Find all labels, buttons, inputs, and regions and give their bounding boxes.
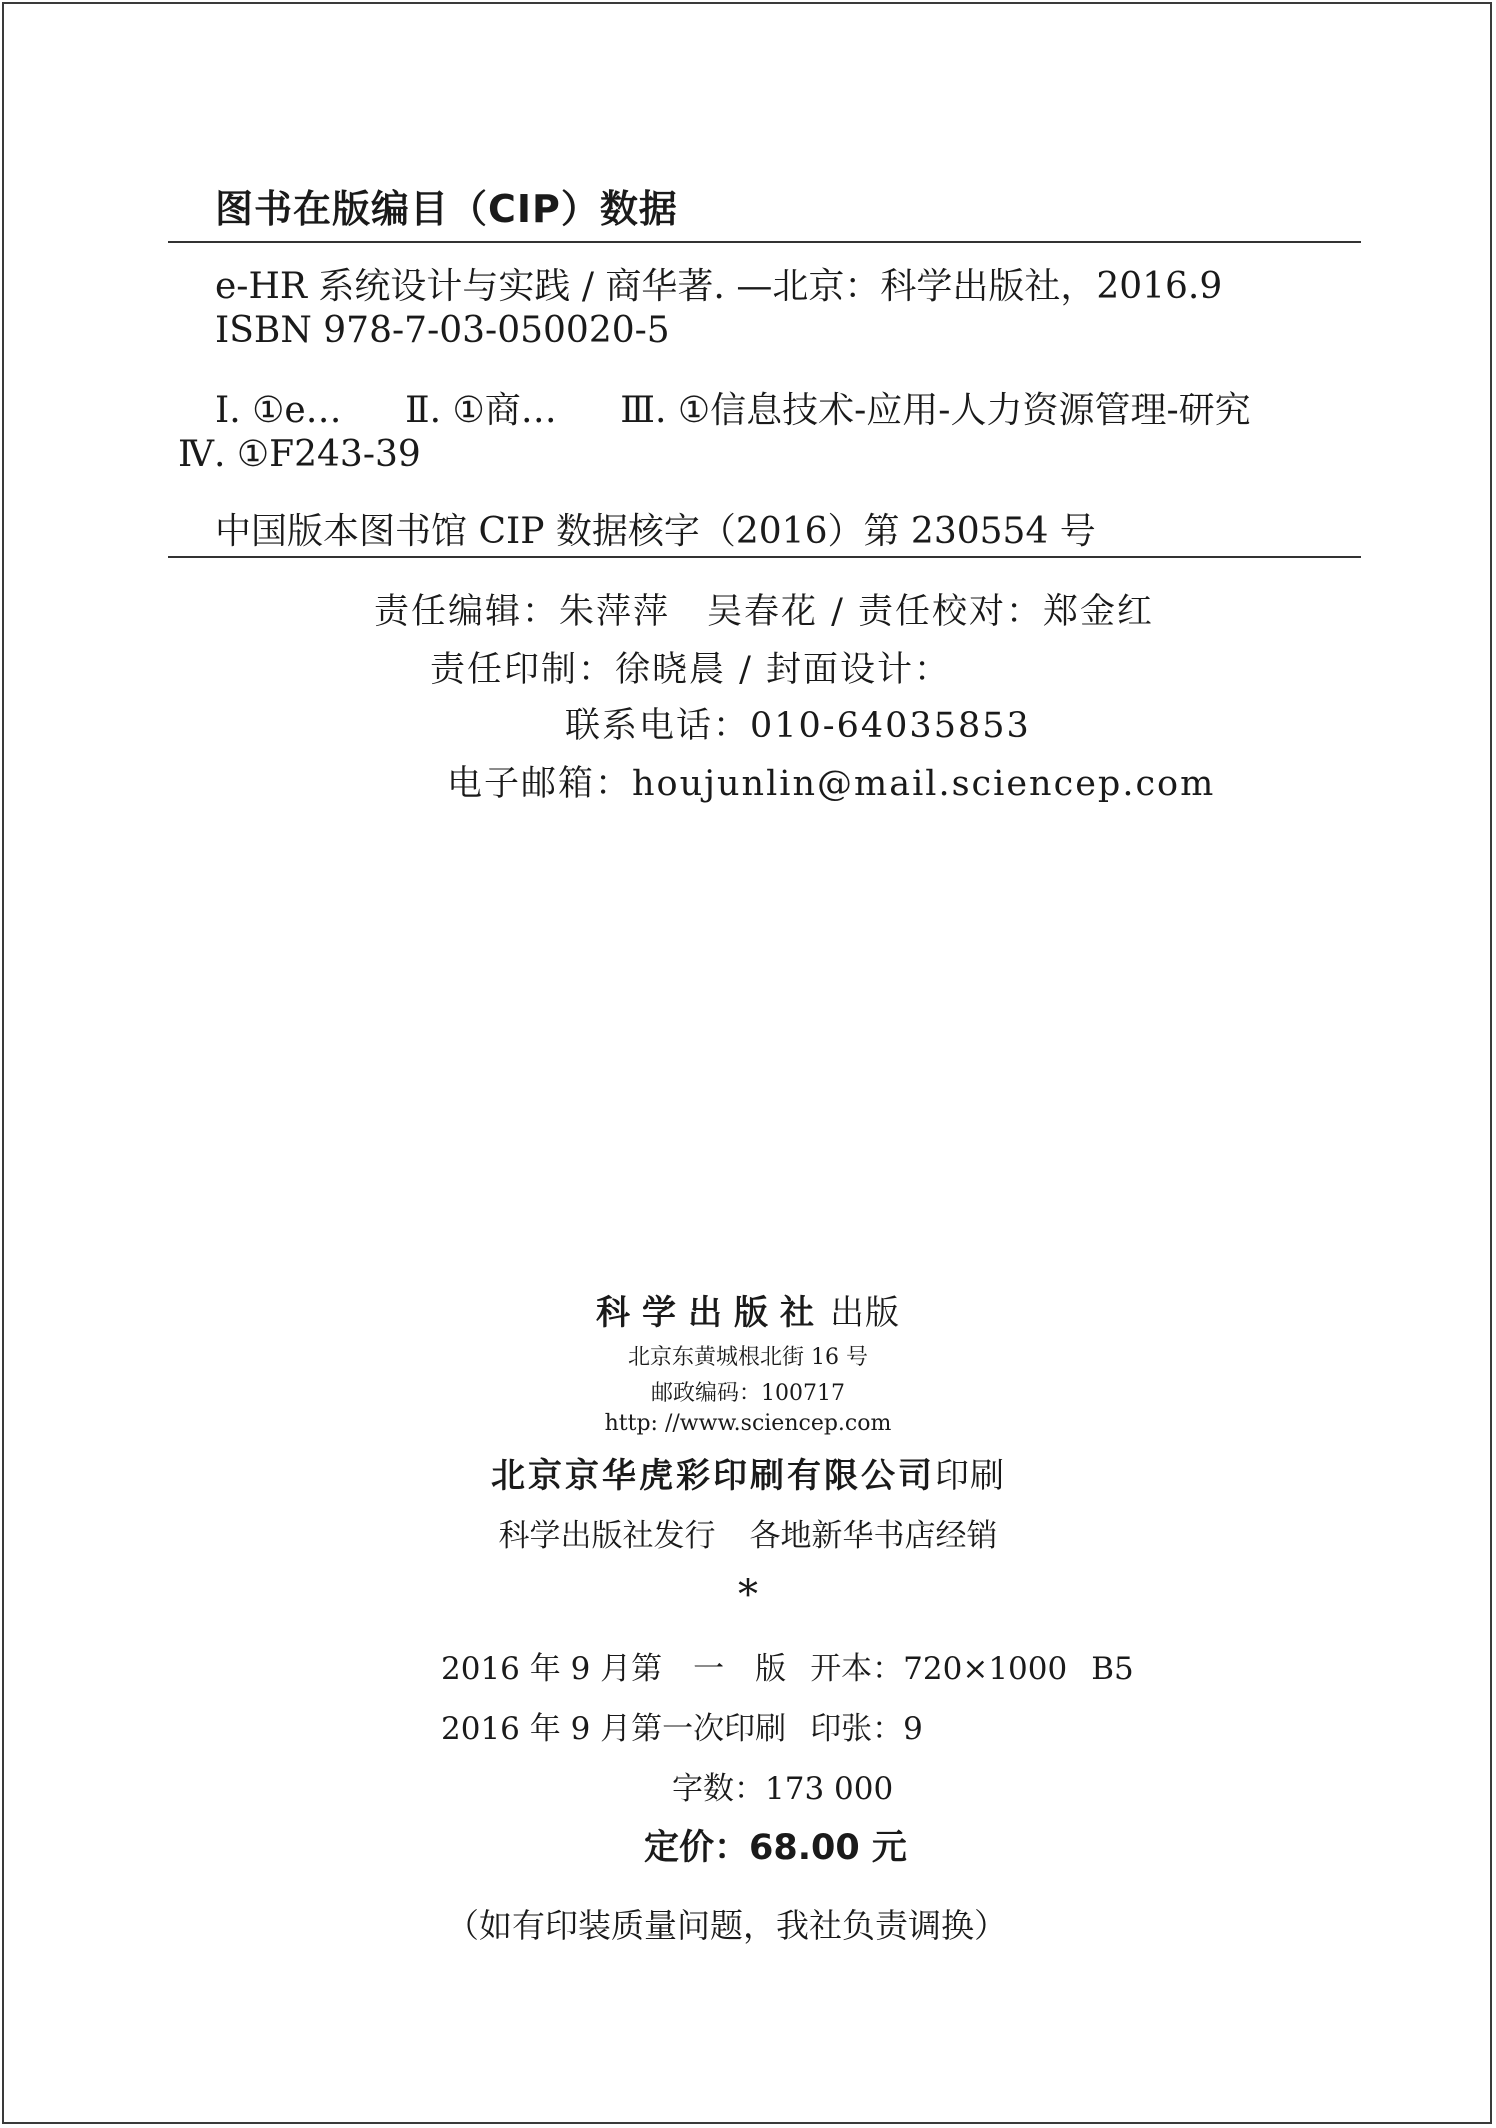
edition-date: 2016 年 9 月第 一 版 — [441, 1651, 787, 1687]
edition-size: B5 — [1091, 1651, 1134, 1687]
publisher-postcode: 邮政编码：100717 — [651, 1381, 845, 1406]
printer-line — [0, 1448, 1496, 1497]
publisher-website: http: //www.sciencep.com — [604, 1411, 892, 1436]
cip-class-2: Ⅱ. ①商… — [405, 390, 557, 431]
cip-heading: 图书在版编目（CIP）数据 — [215, 187, 678, 231]
print-date: 2016 年 9 月第一次印刷 — [441, 1711, 787, 1747]
cip-classification-line — [215, 382, 1251, 433]
cip-top-rule — [168, 241, 1361, 243]
cip-class-1: Ⅰ. ①e… — [215, 390, 342, 431]
printer-action: 印刷 — [935, 1456, 1005, 1496]
separator-asterisk: * — [738, 1572, 758, 1618]
cip-classification-line-2: Ⅳ. ①F243-39 — [178, 434, 421, 475]
edition-line-2 — [441, 1703, 923, 1748]
distribution-line — [0, 1510, 1496, 1555]
publisher-address: 北京东黄城根北街 16 号 — [628, 1345, 868, 1370]
credits-email: 电子邮箱：houjunlin@mail.sciencep.com — [447, 764, 1216, 804]
price: 定价：68.00 元 — [644, 1828, 907, 1868]
credits-editors: 责任编辑：朱萍萍 吴春花 / 责任校对：郑金红 — [374, 592, 1155, 632]
cip-class-3: Ⅲ. ①信息技术-应用-人力资源管理-研究 — [620, 390, 1251, 431]
cip-isbn-line: ISBN 978-7-03-050020-5 — [215, 310, 670, 351]
print-sheets: 印张：9 — [810, 1711, 923, 1747]
publisher-action: 出版 — [830, 1293, 900, 1333]
printer-name: 北京京华虎彩印刷有限公司 — [491, 1456, 935, 1496]
credits-production: 责任印制：徐晓晨 / 封面设计： — [430, 650, 952, 690]
distribution-bookstores: 各地新华书店经销 — [749, 1518, 998, 1554]
distribution-publisher: 科学出版社发行 — [498, 1518, 716, 1554]
publisher-name-line — [0, 1285, 1496, 1334]
word-count: 字数：173 000 — [672, 1771, 894, 1807]
publisher-name: 科学出版社 — [596, 1293, 826, 1333]
cip-number-line: 中国版本图书馆 CIP 数据核字（2016）第 230554 号 — [215, 511, 1096, 552]
cip-bottom-rule — [168, 556, 1361, 558]
edition-line-1 — [441, 1643, 1134, 1688]
edition-format: 开本：720×1000 — [810, 1651, 1068, 1687]
quality-note: （如有印装质量问题，我社负责调换） — [446, 1906, 1007, 1945]
credits-phone: 联系电话：010-64035853 — [565, 706, 1031, 746]
cip-title-line: e-HR 系统设计与实践 / 商华著. —北京：科学出版社，2016.9 — [215, 266, 1223, 307]
